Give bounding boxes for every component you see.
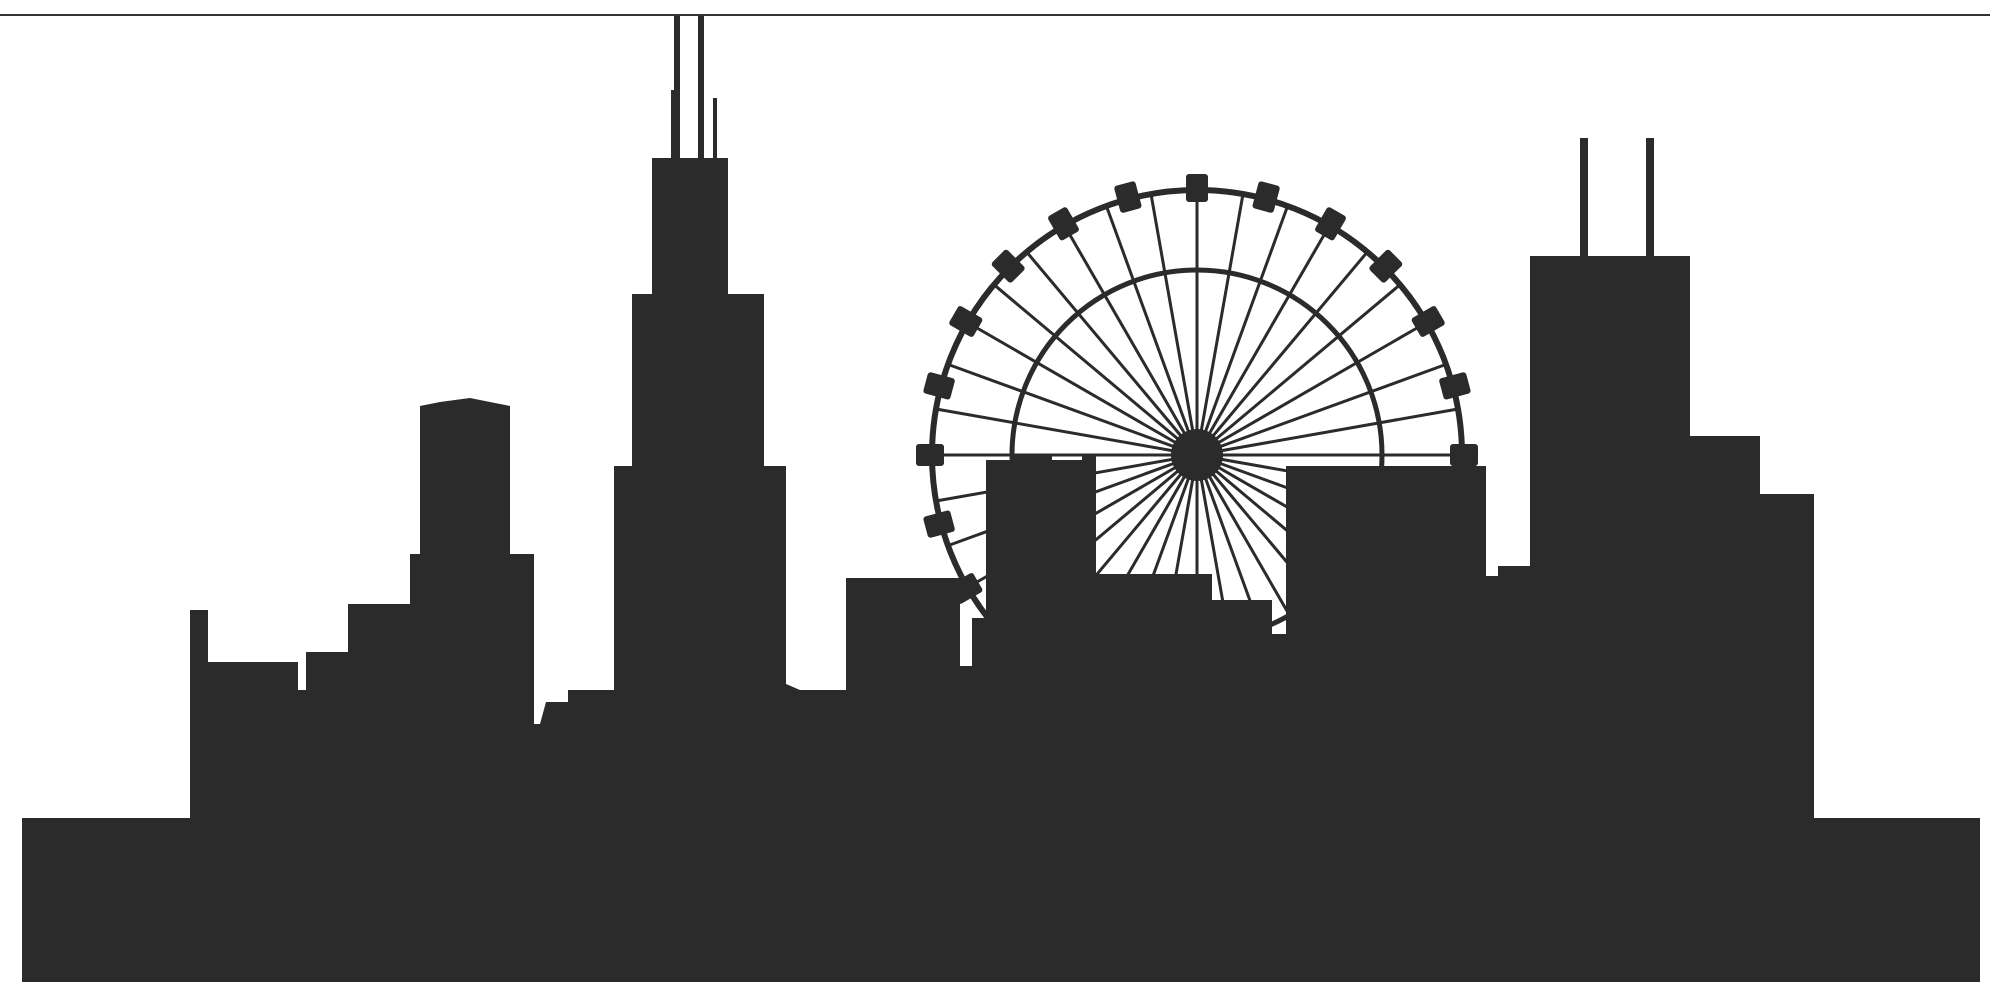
antenna-right-tower-2	[1646, 138, 1654, 260]
antenna-stub-2	[713, 98, 717, 162]
wheel-gondola	[916, 444, 944, 466]
top-rule	[0, 14, 1990, 16]
antenna-stub-1	[671, 90, 676, 162]
antenna-right-tower-1	[1580, 138, 1588, 260]
wheel-gondola	[1450, 444, 1478, 466]
wheel-gondola	[1186, 174, 1208, 202]
wheel-hub	[1171, 429, 1223, 481]
antenna-right	[698, 16, 704, 161]
